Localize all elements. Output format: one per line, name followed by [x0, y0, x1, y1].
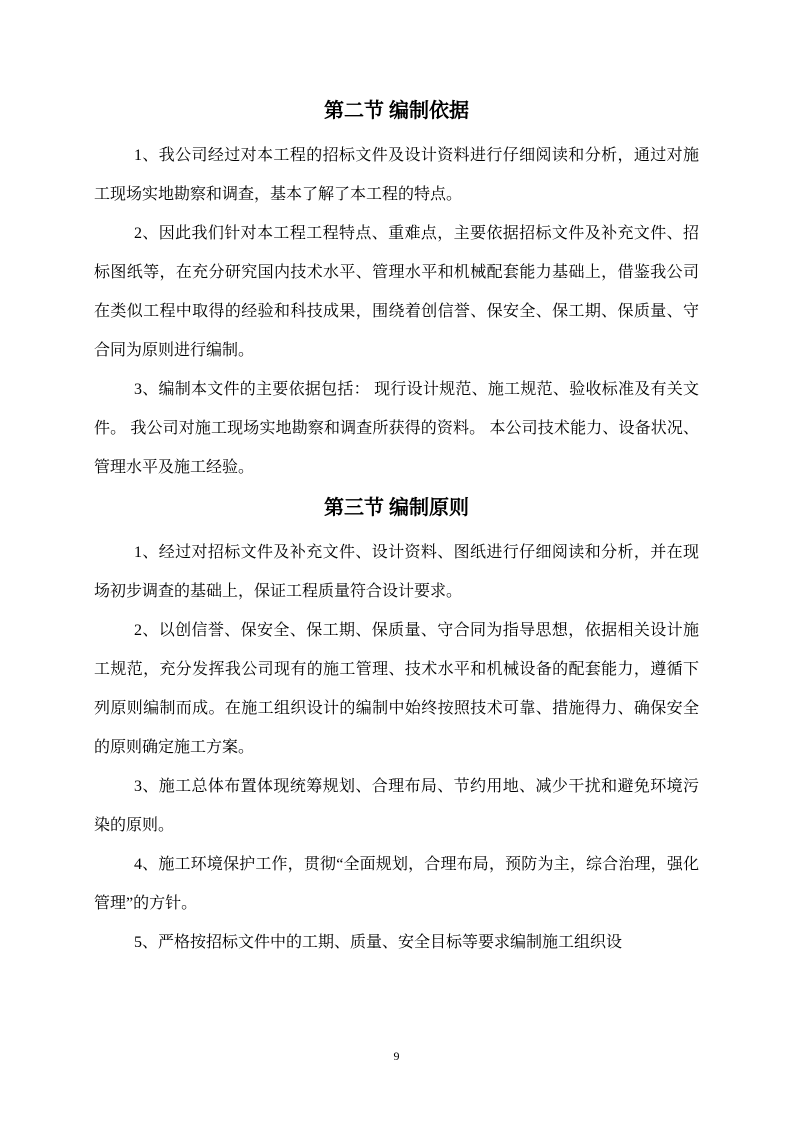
paragraph: 3、施工总体布置体现统筹规划、合理布局、节约用地、减少干扰和避免环境污染的原则。	[94, 778, 699, 834]
paragraph: 1、经过对招标文件及补充文件、设计资料、图纸进行仔细阅读和分析，并在现场初步调查的基础上，保证工程质量符合设计要求。	[94, 544, 699, 600]
paragraph: 1、我公司经过对本工程的招标文件及设计资料进行仔细阅读和分析，通过对施工现场实地勘察和调查，基本了解了本工程的特点。	[94, 147, 699, 203]
paragraph: 5、严格按招标文件中的工期、质量、安全目标等要求编制施工组织设	[134, 934, 623, 951]
page-number: 9	[393, 1049, 400, 1063]
paragraph: 3、编制本文件的主要依据包括： 现行设计规范、施工规范、验收标准及有关文件。 我公司对施工现场实地勘察和调查所获得的资料。 本公司技术能力、设备状况、管理水平及施工经验。	[94, 381, 699, 476]
paragraph: 4、施工环境保护工作，贯彻“全面规划，合理布局，预防为主，综合治理，强化管理”的方针。	[94, 856, 699, 912]
paragraph: 2、因此我们针对本工程工程特点、重难点，主要依据招标文件及补充文件、招标图纸等，在充分研究国内技术水平、管理水平和机械配套能力基础上，借鉴我公司在类似工程中取得的经验和科技成果，围绕着创信誉、保安全、保工期、保质量、守合同为原则进行编制。	[94, 225, 699, 359]
section-heading-principles: 第三节 编制原则	[324, 497, 469, 519]
section-heading-basis: 第二节 编制依据	[324, 100, 469, 122]
paragraph: 2、以创信誉、保安全、保工期、保质量、守合同为指导思想，依据相关设计施工规范，充分发挥我公司现有的施工管理、技术水平和机械设备的配套能力，遵循下列原则编制而成。在施工组织设计的编制中始终按照技术可靠、措施得力、确保安全的原则确定施工方案。	[94, 622, 699, 756]
